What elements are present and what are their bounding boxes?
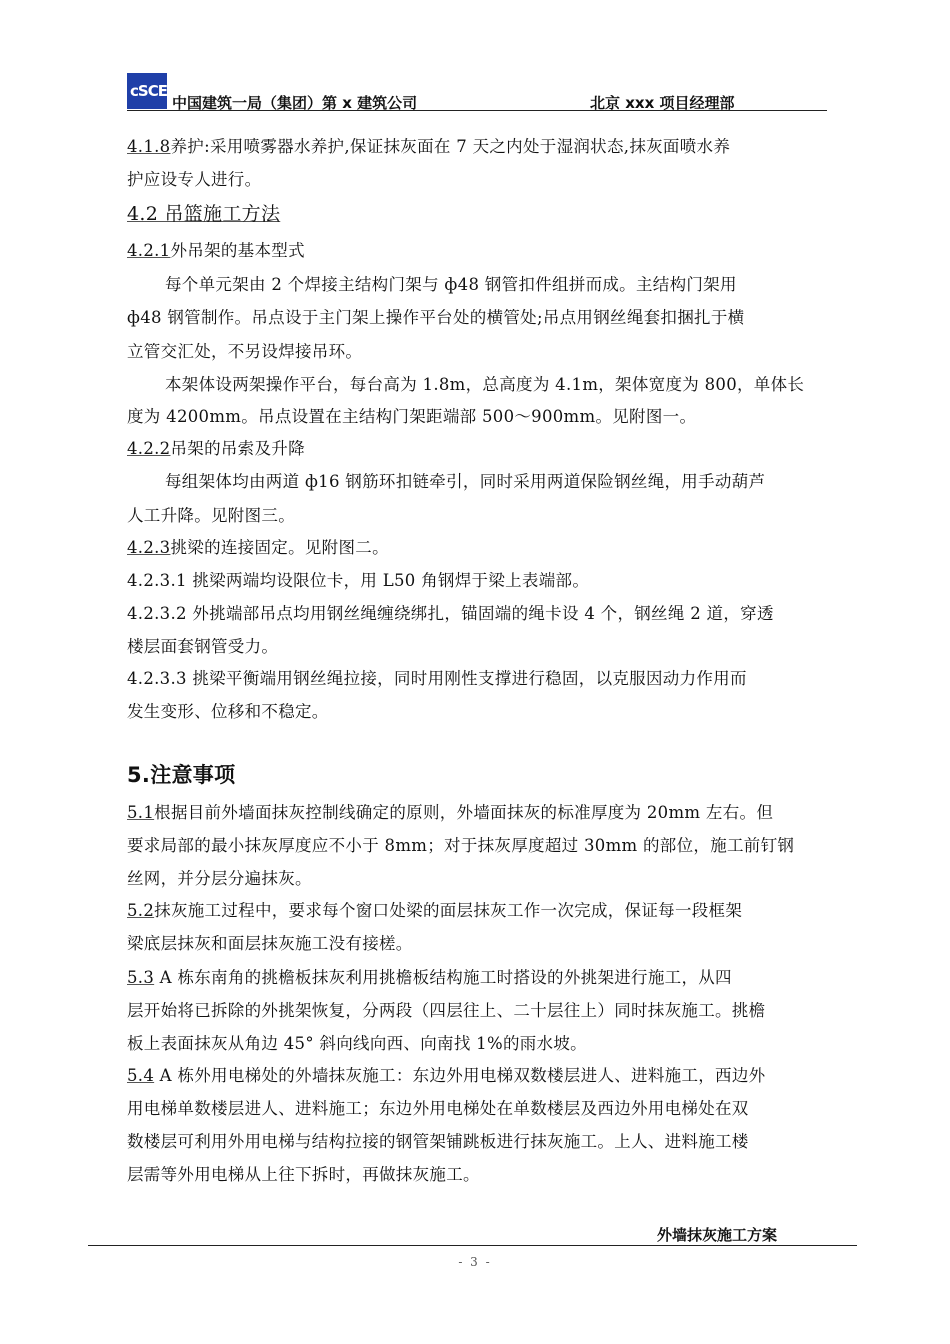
section-heading: 4.2 吊篮施工方法 (127, 203, 281, 225)
header-company: 中国建筑一局（集团）第 x 建筑公司 (172, 94, 418, 112)
paragraph-line: 楼层面套钢管受力。 (127, 637, 279, 656)
section-heading: 5.注意事项 (127, 763, 236, 787)
paragraph-line: 护应设专人进行。 (127, 170, 262, 189)
paragraph-line: 5.4 A 栋外用电梯处的外墙抹灰施工：东边外用电梯双数楼层进人、进料施工，西边外 (127, 1066, 766, 1085)
company-logo: cSCEC (127, 73, 167, 109)
header-project: 北京 xxx 项目经理部 (590, 94, 735, 112)
footer-title: 外墙抹灰施工方案 (657, 1226, 778, 1244)
paragraph-line: 5.1根据目前外墙面抹灰控制线确定的原则，外墙面抹灰的标准厚度为 20mm 左右。但 (127, 803, 774, 822)
header-rule (127, 110, 827, 111)
page-number: - 3 - (458, 1255, 492, 1269)
paragraph-line: 丝网，并分层分遍抹灰。 (127, 869, 312, 888)
paragraph-line: 5.2抹灰施工过程中，要求每个窗口处梁的面层抹灰工作一次完成，保证每一段框架 (127, 901, 743, 920)
paragraph-line: 层需等外用电梯从上往下拆时，再做抹灰施工。 (127, 1165, 480, 1184)
paragraph-line: 4.2.1外吊架的基本型式 (127, 241, 305, 260)
paragraph-line: 4.1.8养护:采用喷雾器水养护,保证抹灰面在 7 天之内处于湿润状态,抹灰面喷水养 (127, 137, 731, 156)
paragraph-line: 4.2.3.1 挑梁两端均设限位卡，用 L50 角钢焊于梁上表端部。 (127, 571, 590, 590)
paragraph-line: 每组架体均由两道 ф16 钢筋环扣链牵引，同时采用两道保险钢丝绳，用手动葫芦 (165, 472, 766, 491)
paragraph-line: 4.2.3.3 挑梁平衡端用钢丝绳拉接，同时用刚性支撑进行稳固，以克服因动力作用而 (127, 669, 747, 688)
paragraph-line: 4.2.3.2 外挑端部吊点均用钢丝绳缠绕绑扎，锚固端的绳卡设 4 个，钢丝绳 2 道，穿透 (127, 604, 774, 623)
paragraph-line: 5.3 A 栋东南角的挑檐板抹灰利用挑檐板结构施工时搭设的外挑架进行施工，从四 (127, 968, 732, 987)
paragraph-line: 要求局部的最小抹灰厚度应不小于 8mm；对于抹灰厚度超过 30mm 的部位，施工前钉钢 (127, 836, 795, 855)
paragraph-line: 板上表面抹灰从角边 45° 斜向线向西、向南找 1%的雨水坡。 (127, 1034, 587, 1053)
paragraph-line: 4.2.2吊架的吊索及升降 (127, 439, 305, 458)
paragraph-line: 度为 4200mm。吊点设置在主结构门架距端部 500～900mm。见附图一。 (127, 407, 697, 426)
paragraph-line: 层开始将已拆除的外挑架恢复，分两段（四层往上、二十层往上）同时抹灰施工。挑檐 (127, 1001, 766, 1020)
paragraph-line: 梁底层抹灰和面层抹灰施工没有接槎。 (127, 934, 413, 953)
paragraph-line: 人工升降。见附图三。 (127, 506, 295, 525)
paragraph-line: 立管交汇处，不另设焊接吊环。 (127, 342, 363, 361)
paragraph-line: 发生变形、位移和不稳定。 (127, 702, 329, 721)
paragraph-line: ф48 钢管制作。吊点设于主门架上操作平台处的横管处;吊点用钢丝绳套扣捆扎于横 (127, 308, 745, 327)
paragraph-line: 数楼层可利用外用电梯与结构拉接的钢管架铺跳板进行抹灰施工。上人、进料施工楼 (127, 1132, 749, 1151)
paragraph-line: 4.2.3挑梁的连接固定。见附图二。 (127, 538, 389, 557)
paragraph-line: 本架体设两架操作平台，每台高为 1.8m，总高度为 4.1m，架体宽度为 800，单体长 (165, 375, 805, 394)
paragraph-line: 用电梯单数楼层进人、进料施工；东边外用电梯处在单数楼层及西边外用电梯处在双 (127, 1099, 749, 1118)
paragraph-line: 每个单元架由 2 个焊接主结构门架与 ф48 钢管扣件组拼而成。主结构门架用 (165, 275, 737, 294)
footer-rule (88, 1245, 857, 1246)
